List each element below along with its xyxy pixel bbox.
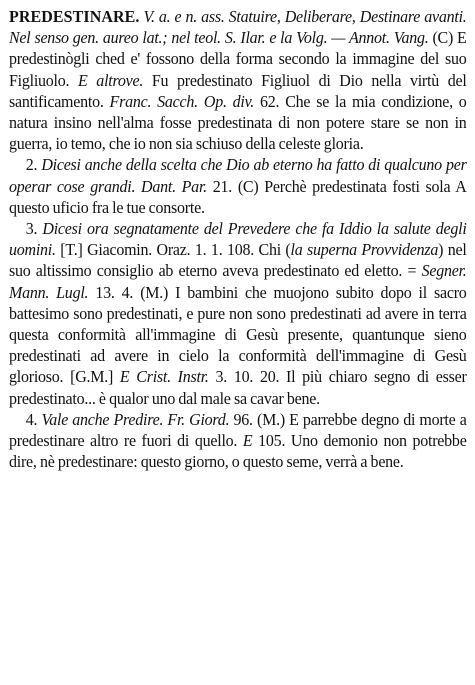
sense-3-paragraph	[9, 218, 467, 409]
sense-2-paragraph	[9, 154, 467, 218]
text-run: 62. Che se la mia condizione, o natura insino nell'alma fosse predestinata di non potere stare se non in guerra, io temo, che io non sia schiuso della celeste gloria.	[9, 91, 467, 154]
italic-run: Dicesi anche della scelta che Dio ab eterno ha fatto di qualcuno per operar cose grandi. Dant. Par.	[9, 155, 467, 196]
italic-run: E altrove.	[78, 70, 144, 90]
text-run: 3.	[25, 219, 43, 239]
italic-run: E	[242, 431, 253, 451]
italic-run: E Crist. Instr.	[119, 367, 209, 387]
text-run: [T.] Giacomin. Oraz. 1. 1. 108. Chi (	[55, 240, 291, 260]
text-run: 4.	[25, 409, 42, 429]
italic-run: Dicesi ora segnatamente del Prevedere che fa Iddio la salute degli uomini.	[9, 219, 467, 260]
text-run: (C) E predestinògli ched e' fossono della forma secondo la immagine del suo Figliuolo.	[9, 28, 467, 90]
text-run: 2.	[25, 155, 42, 175]
headword: PREDESTINARE.	[9, 7, 140, 26]
text-run: 21. (C) Perchè predestinata fosti sola A questo uficio fra le tue consorte.	[9, 176, 467, 217]
sense-4-paragraph	[9, 409, 467, 473]
italic-run: la superna Provvidenza	[290, 240, 439, 260]
italic-run: Vale anche Predire. Fr. Giord.	[41, 409, 230, 429]
text-run: 3. 10. 20. Il più chiaro segno di esser predestinato... è qualor uno dal male sa cavar bene.	[9, 367, 467, 408]
text-run: Fu predestinato Figliuol di Dio nella virtù del santificamento.	[9, 70, 467, 111]
text-run: 13. 4. (M.) I bambini che muojono subito dopo il sacro battesimo sono predestinati, e pure non sono predestinati ad avere in terra questa conformità all'immagine di Gesù presente, quantunque sieno predestinati ad avere in cielo la conformità dell'immagine di Gesù glorioso. [G.M.]	[9, 282, 467, 387]
italic-run: V. a. e n. ass. Statuire, Deliberare, Destinare avanti. Nel senso gen. aureo lat.; nel teol. S. Ilar. e la Volg. — Annot. Vang.	[9, 7, 467, 48]
italic-run: Franc. Sacch. Op. div.	[109, 91, 255, 111]
entry-headword-paragraph	[9, 6, 467, 154]
text-run: 96. (M.) E parrebbe degno di morte a predestinare altro re fuori di quello.	[9, 409, 467, 451]
text-run: 105. Uno demonio non potrebbe dire, nè predestinare: questo giorno, o questo seme, verrà a bene.	[9, 431, 467, 472]
text-run: ) nel suo altissimo consiglio ab eterno aveva predestinato ed eletto. =	[9, 240, 467, 281]
italic-run: Segner. Mann. Lugl.	[9, 261, 467, 302]
